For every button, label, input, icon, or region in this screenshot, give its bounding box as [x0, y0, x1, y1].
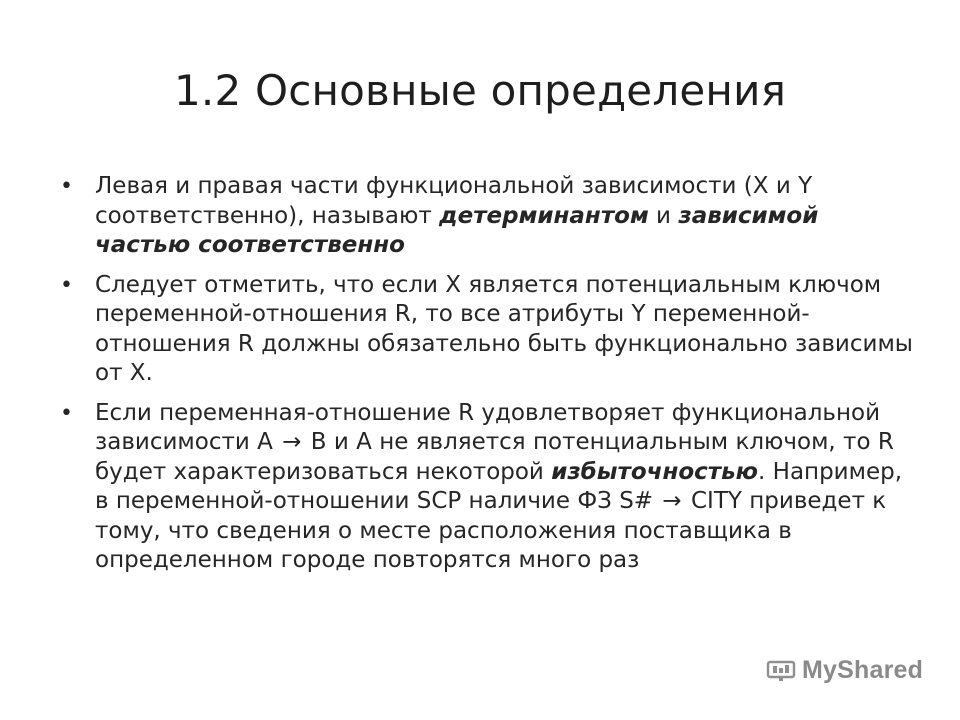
term-redundancy: избыточностью: [551, 458, 759, 485]
arrow-symbol: →: [282, 429, 302, 455]
bullet-text: CITY приведет к тому, что сведения о месте расположения поставщика в определенном городе повторятся много раз: [95, 488, 887, 573]
slide-title: 1.2 Основные определения: [174, 66, 787, 115]
bullet-list: [60, 172, 920, 586]
bullet-text: Следует отметить, что если X является потенциальным ключом переменной-отношения R, то все атрибуты Y переменной-отношения R должны обязательно быть функционально зависимы от X.: [95, 271, 913, 386]
bullet-text: Левая и правая части функциональной зависимости (X и Y соответственно), называют: [95, 173, 813, 229]
bullet-text: Если переменная-отношение R удовлетворяет функциональной зависимости A: [95, 399, 881, 455]
watermark: [766, 656, 923, 685]
bullet-text: и: [648, 202, 679, 229]
bullet-item-3: [60, 399, 920, 576]
bullet-text: B и A не является потенциальным ключом, то R будет характеризоваться некоторой: [95, 429, 894, 485]
bullet-marker: •: [60, 174, 73, 199]
watermark-text: MyShared: [802, 656, 924, 684]
bullet-item-2: [60, 271, 920, 389]
bullet-marker: •: [60, 400, 73, 426]
term-dependent-part: зависимой частью соответственно: [95, 202, 819, 258]
arrow-symbol: →: [662, 488, 682, 514]
term-determinant: детерминантом: [439, 202, 649, 229]
bullet-marker: •: [60, 272, 73, 298]
bullet-text: . Например, в переменной-отношении SCP наличие ФЗ S#: [95, 458, 903, 514]
projector-icon: [766, 659, 796, 683]
bullet-item-1: [60, 172, 920, 261]
